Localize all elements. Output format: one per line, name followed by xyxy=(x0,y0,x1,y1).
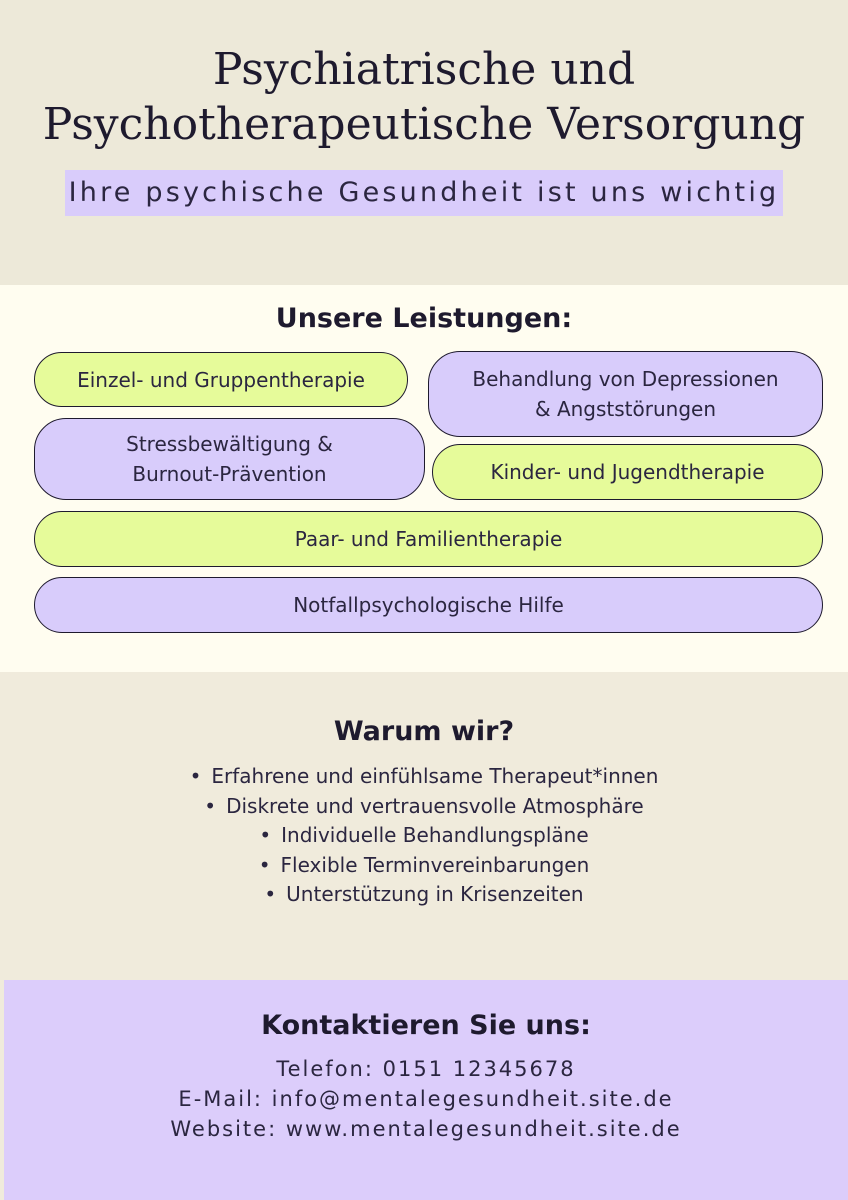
contact-phone[interactable]: Telefon: 0151 12345678 xyxy=(276,1057,576,1081)
service-label: Paar- und Familientherapie xyxy=(294,527,563,551)
contact-website[interactable]: Website: www.mentalegesundheit.site.de xyxy=(170,1117,682,1141)
page-title xyxy=(0,42,848,152)
bullet-icon: • xyxy=(258,852,271,877)
list-item: • Erfahrene und einfühlsame Therapeut*innen xyxy=(0,762,848,792)
list-item: • Individuelle Behandlungspläne xyxy=(0,821,848,851)
list-item: • Diskrete und vertrauensvolle Atmosphäre xyxy=(0,792,848,822)
bullet-icon: • xyxy=(189,764,202,788)
service-label-line-2: & Angststörungen xyxy=(534,397,716,421)
service-pill-kinder-jugendtherapie xyxy=(432,444,823,500)
service-label-line-2: Burnout-Prävention xyxy=(132,462,327,486)
service-label xyxy=(126,429,333,489)
title-line-2: Psychotherapeutische Versorgung xyxy=(42,99,806,150)
contact-email[interactable]: E-Mail: info@mentalegesundheit.site.de xyxy=(178,1087,674,1111)
header-section xyxy=(0,0,848,285)
contact-heading: Kontaktieren Sie uns: xyxy=(261,1010,591,1041)
service-label-line-1: Behandlung von Depressionen xyxy=(472,367,779,391)
why-heading: Warum wir? xyxy=(333,716,515,747)
service-label: Kinder- und Jugendtherapie xyxy=(490,460,765,484)
bullet-icon: • xyxy=(259,823,272,847)
contact-section xyxy=(4,980,848,1200)
why-list xyxy=(0,762,848,910)
list-item: • Flexible Terminvereinbarungen xyxy=(0,851,848,881)
service-label: Notfallpsychologische Hilfe xyxy=(293,593,564,617)
service-label-line-1: Stressbewältigung & xyxy=(126,432,333,456)
list-item: • Unterstützung in Krisenzeiten xyxy=(0,880,848,910)
service-pill-depressionen-angst xyxy=(428,351,823,437)
service-pill-stress-burnout xyxy=(34,418,425,500)
service-pill-einzel-gruppentherapie xyxy=(34,352,408,407)
services-section xyxy=(0,285,848,672)
bullet-icon: • xyxy=(204,793,217,818)
services-heading: Unsere Leistungen: xyxy=(275,303,573,334)
service-pill-notfallhilfe xyxy=(34,577,823,633)
service-label: Einzel- und Gruppentherapie xyxy=(77,367,365,392)
title-line-1: Psychiatrische und xyxy=(212,44,636,95)
why-section xyxy=(0,672,848,980)
subtitle: Ihre psychische Gesundheit ist uns wichtig xyxy=(65,170,784,216)
service-label xyxy=(472,364,778,424)
service-pill-paar-familientherapie xyxy=(34,511,823,567)
bullet-icon: • xyxy=(264,882,277,906)
